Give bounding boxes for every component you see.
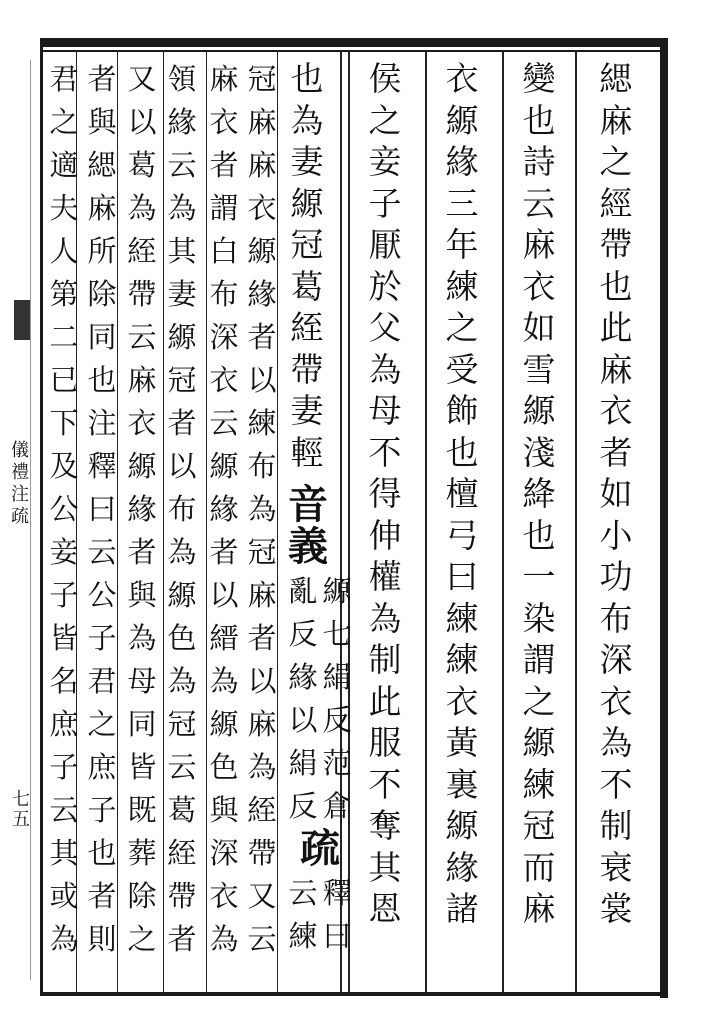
glyph: 之 bbox=[445, 308, 479, 347]
glyph: 庶 bbox=[87, 750, 117, 784]
glyph: 者 bbox=[127, 535, 157, 569]
commentary-column-5 bbox=[83, 58, 121, 961]
glyph: 緣 bbox=[288, 660, 318, 694]
glyph: 衣 bbox=[209, 879, 239, 913]
glyph: 縓 bbox=[322, 574, 352, 608]
glyph: 縓 bbox=[522, 391, 556, 430]
glyph: 小 bbox=[599, 515, 633, 555]
text-column-5-main bbox=[288, 58, 326, 473]
glyph: 父 bbox=[368, 308, 402, 347]
glyph: 倉 bbox=[322, 789, 352, 823]
glyph: 除 bbox=[87, 277, 117, 311]
glyph: 者 bbox=[87, 879, 117, 913]
glyph: 布 bbox=[247, 449, 277, 483]
glyph: 其 bbox=[167, 234, 197, 268]
glyph: 冠 bbox=[522, 806, 556, 845]
glyph: 縓 bbox=[209, 449, 239, 483]
glyph: 人 bbox=[49, 234, 79, 268]
glyph: 云 bbox=[209, 406, 239, 440]
glyph: 為 bbox=[599, 723, 633, 762]
glyph: 者 bbox=[87, 62, 117, 96]
glyph: 以 bbox=[247, 363, 277, 397]
glyph: 君 bbox=[49, 62, 79, 96]
glyph: 麻 bbox=[127, 363, 157, 397]
yinyi-marker bbox=[288, 481, 328, 570]
glyph: 皆 bbox=[49, 621, 79, 655]
glyph: 縉 bbox=[209, 621, 239, 655]
glyph: 又 bbox=[247, 879, 277, 913]
glyph: 如 bbox=[522, 308, 556, 347]
glyph: 云 bbox=[167, 750, 197, 784]
frame-top-border bbox=[40, 38, 668, 47]
glyph: 二 bbox=[49, 320, 79, 354]
column-rule bbox=[348, 50, 350, 992]
glyph: 絹 bbox=[288, 746, 318, 780]
glyph: 為 bbox=[167, 191, 197, 225]
glyph: 為 bbox=[127, 191, 157, 225]
glyph: 曰 bbox=[445, 557, 479, 596]
glyph: 曰 bbox=[87, 492, 117, 526]
glyph: 恩 bbox=[368, 889, 402, 928]
glyph: 染 bbox=[522, 598, 556, 638]
glyph: 緣 bbox=[127, 492, 157, 526]
glyph: 第 bbox=[49, 277, 79, 311]
text-column-1 bbox=[597, 58, 635, 930]
glyph: 不 bbox=[368, 764, 402, 804]
column-rule bbox=[575, 50, 577, 992]
annotation-column-5c bbox=[318, 872, 356, 958]
glyph: 之 bbox=[368, 100, 402, 140]
glyph: 疏 bbox=[300, 825, 340, 872]
glyph: 云 bbox=[87, 535, 117, 569]
glyph: 七 bbox=[322, 617, 352, 651]
glyph: 麻 bbox=[522, 225, 556, 264]
glyph: 深 bbox=[599, 640, 633, 679]
glyph: 以 bbox=[167, 449, 197, 483]
glyph: 緣 bbox=[445, 142, 479, 181]
edge-book-title bbox=[6, 440, 34, 528]
glyph: 縓 bbox=[209, 707, 239, 741]
glyph: 為 bbox=[167, 535, 197, 569]
glyph: 於 bbox=[368, 266, 402, 306]
glyph: 同 bbox=[87, 320, 117, 354]
glyph: 之 bbox=[522, 681, 556, 721]
glyph: 妾 bbox=[368, 142, 402, 181]
glyph: 其 bbox=[49, 836, 79, 870]
glyph: 諸 bbox=[445, 889, 479, 928]
glyph: 為 bbox=[167, 664, 197, 698]
glyph: 注 bbox=[11, 484, 29, 505]
glyph: 絹 bbox=[322, 660, 352, 694]
glyph: 云 bbox=[49, 793, 79, 827]
glyph: 深 bbox=[209, 836, 239, 870]
glyph: 謂 bbox=[209, 191, 239, 225]
glyph: 所 bbox=[87, 234, 117, 268]
glyph: 以 bbox=[209, 578, 239, 612]
glyph: 之 bbox=[87, 707, 117, 741]
glyph: 衣 bbox=[599, 391, 633, 430]
glyph: 麻 bbox=[247, 148, 277, 182]
glyph: 黃 bbox=[445, 723, 479, 762]
glyph: 母 bbox=[368, 391, 402, 430]
glyph: 縓 bbox=[522, 723, 556, 762]
glyph: 妻 bbox=[290, 391, 324, 430]
glyph: 者 bbox=[599, 432, 633, 472]
glyph: 下 bbox=[49, 406, 79, 440]
glyph: 禮 bbox=[11, 462, 29, 483]
glyph: 者 bbox=[167, 406, 197, 440]
glyph: 伸 bbox=[368, 515, 402, 555]
glyph: 變 bbox=[522, 59, 556, 98]
glyph: 與 bbox=[127, 578, 157, 612]
glyph: 帶 bbox=[247, 836, 277, 870]
glyph: 以 bbox=[247, 664, 277, 698]
glyph: 也 bbox=[599, 266, 633, 306]
glyph: 為 bbox=[247, 750, 277, 784]
glyph: 為 bbox=[49, 922, 79, 956]
shu-marker bbox=[300, 825, 340, 872]
glyph: 也 bbox=[522, 100, 556, 140]
glyph: 雪 bbox=[522, 349, 556, 389]
glyph: 反 bbox=[288, 617, 318, 651]
text-column-2 bbox=[520, 58, 558, 930]
glyph: 謂 bbox=[522, 640, 556, 679]
glyph: 妾 bbox=[49, 535, 79, 569]
glyph: 冠 bbox=[247, 62, 277, 96]
glyph: 年 bbox=[445, 225, 479, 264]
glyph: 侯 bbox=[368, 59, 402, 98]
glyph: 色 bbox=[209, 750, 239, 784]
glyph: 也 bbox=[445, 432, 479, 472]
glyph: 義 bbox=[288, 522, 328, 570]
column-rule bbox=[425, 50, 427, 992]
glyph: 弓 bbox=[445, 515, 479, 555]
glyph: 帶 bbox=[599, 225, 633, 264]
glyph: 以 bbox=[288, 703, 318, 737]
glyph: 絳 bbox=[522, 474, 556, 513]
glyph: 與 bbox=[209, 793, 239, 827]
glyph: 子 bbox=[87, 793, 117, 827]
glyph: 子 bbox=[368, 183, 402, 223]
glyph: 五 bbox=[12, 809, 30, 830]
annotation-column-5d bbox=[284, 872, 322, 958]
commentary-column-1 bbox=[243, 58, 281, 961]
glyph: 母 bbox=[127, 664, 157, 698]
glyph: 縓 bbox=[445, 100, 479, 140]
glyph: 之 bbox=[49, 105, 79, 139]
glyph: 之 bbox=[599, 142, 633, 181]
glyph: 適 bbox=[49, 148, 79, 182]
glyph: 權 bbox=[368, 557, 402, 596]
glyph: 者 bbox=[247, 320, 277, 354]
glyph: 云 bbox=[127, 320, 157, 354]
glyph: 葬 bbox=[127, 836, 157, 870]
glyph: 衣 bbox=[599, 681, 633, 721]
glyph: 功 bbox=[599, 557, 633, 596]
glyph: 縓 bbox=[290, 183, 324, 223]
glyph: 衣 bbox=[445, 59, 479, 98]
glyph: 之 bbox=[127, 922, 157, 956]
glyph: 不 bbox=[368, 432, 402, 472]
glyph: 縓 bbox=[247, 234, 277, 268]
glyph: 庶 bbox=[49, 707, 79, 741]
glyph: 夫 bbox=[49, 191, 79, 225]
glyph: 也 bbox=[87, 363, 117, 397]
glyph: 為 bbox=[368, 598, 402, 638]
glyph: 釋 bbox=[322, 876, 352, 910]
edge-fishtail-mark bbox=[14, 300, 30, 340]
glyph: 云 bbox=[247, 922, 277, 956]
glyph: 君 bbox=[87, 664, 117, 698]
glyph: 反 bbox=[322, 703, 352, 737]
glyph: 疏 bbox=[11, 506, 29, 527]
glyph: 為 bbox=[127, 621, 157, 655]
glyph: 妻 bbox=[290, 142, 324, 181]
glyph: 為 bbox=[209, 664, 239, 698]
glyph: 緣 bbox=[247, 277, 277, 311]
glyph: 帶 bbox=[290, 349, 324, 389]
glyph: 三 bbox=[445, 183, 479, 223]
glyph: 麻 bbox=[522, 889, 556, 928]
glyph: 也 bbox=[87, 836, 117, 870]
glyph: 與 bbox=[87, 105, 117, 139]
glyph: 衣 bbox=[209, 105, 239, 139]
glyph: 衣 bbox=[247, 191, 277, 225]
glyph: 帶 bbox=[167, 879, 197, 913]
glyph: 裳 bbox=[599, 889, 633, 928]
frame-top-inner-border bbox=[40, 50, 668, 52]
glyph: 緣 bbox=[445, 847, 479, 887]
edge-page-number bbox=[8, 790, 34, 830]
glyph: 深 bbox=[209, 320, 239, 354]
glyph: 云 bbox=[167, 148, 197, 182]
glyph: 為 bbox=[209, 922, 239, 956]
glyph: 縓 bbox=[167, 320, 197, 354]
glyph: 及 bbox=[49, 449, 79, 483]
glyph: 制 bbox=[368, 640, 402, 679]
glyph: 帶 bbox=[127, 277, 157, 311]
glyph: 受 bbox=[445, 349, 479, 389]
glyph: 縓 bbox=[127, 449, 157, 483]
glyph: 葛 bbox=[290, 266, 324, 306]
glyph: 范 bbox=[322, 746, 352, 780]
glyph: 衣 bbox=[522, 266, 556, 306]
glyph: 者 bbox=[167, 922, 197, 956]
glyph: 其 bbox=[368, 847, 402, 887]
glyph: 公 bbox=[87, 578, 117, 612]
glyph: 以 bbox=[127, 105, 157, 139]
commentary-column-4 bbox=[123, 58, 161, 961]
glyph: 練 bbox=[445, 598, 479, 638]
glyph: 練 bbox=[288, 919, 318, 953]
glyph: 布 bbox=[209, 277, 239, 311]
glyph: 也 bbox=[290, 59, 324, 98]
glyph: 麻 bbox=[599, 100, 633, 140]
glyph: 衣 bbox=[209, 363, 239, 397]
glyph: 同 bbox=[127, 707, 157, 741]
glyph: 者 bbox=[209, 148, 239, 182]
glyph: 裏 bbox=[445, 764, 479, 804]
glyph: 則 bbox=[87, 922, 117, 956]
glyph: 公 bbox=[49, 492, 79, 526]
glyph: 衣 bbox=[445, 681, 479, 721]
glyph: 云 bbox=[288, 876, 318, 910]
glyph: 麻 bbox=[209, 62, 239, 96]
glyph: 布 bbox=[599, 598, 633, 638]
glyph: 絰 bbox=[167, 836, 197, 870]
glyph: 為 bbox=[368, 349, 402, 389]
glyph: 曰 bbox=[322, 919, 352, 953]
glyph: 緦 bbox=[87, 148, 117, 182]
glyph: 葛 bbox=[127, 148, 157, 182]
glyph: 此 bbox=[599, 308, 633, 347]
glyph: 云 bbox=[522, 183, 556, 223]
glyph: 亂 bbox=[288, 574, 318, 608]
glyph: 不 bbox=[599, 764, 633, 804]
glyph: 奪 bbox=[368, 806, 402, 845]
glyph: 檀 bbox=[445, 474, 479, 513]
glyph: 已 bbox=[49, 363, 79, 397]
text-column-4 bbox=[366, 58, 404, 930]
glyph: 冠 bbox=[167, 363, 197, 397]
glyph: 淺 bbox=[522, 432, 556, 472]
glyph: 緦 bbox=[599, 59, 633, 98]
frame-bottom-border bbox=[40, 992, 668, 996]
glyph: 練 bbox=[445, 266, 479, 306]
glyph: 領 bbox=[167, 62, 197, 96]
glyph: 反 bbox=[288, 789, 318, 823]
glyph: 此 bbox=[368, 681, 402, 721]
glyph: 子 bbox=[49, 750, 79, 784]
glyph: 麻 bbox=[247, 707, 277, 741]
glyph: 者 bbox=[209, 535, 239, 569]
glyph: 詩 bbox=[522, 142, 556, 181]
glyph: 子 bbox=[87, 621, 117, 655]
column-rule bbox=[340, 50, 342, 992]
glyph: 冠 bbox=[290, 225, 324, 264]
glyph: 制 bbox=[599, 806, 633, 845]
glyph: 為 bbox=[290, 100, 324, 140]
glyph: 練 bbox=[522, 764, 556, 804]
glyph: 皆 bbox=[127, 750, 157, 784]
glyph: 衰 bbox=[599, 847, 633, 887]
glyph: 緣 bbox=[209, 492, 239, 526]
glyph: 麻 bbox=[247, 105, 277, 139]
glyph: 者 bbox=[247, 621, 277, 655]
frame-left-border bbox=[40, 38, 43, 996]
annotation-column-5b bbox=[284, 570, 322, 828]
glyph: 色 bbox=[167, 621, 197, 655]
glyph: 冠 bbox=[247, 535, 277, 569]
annotation-column-5a bbox=[318, 570, 356, 828]
glyph: 得 bbox=[368, 474, 402, 513]
glyph: 注 bbox=[87, 406, 117, 440]
glyph: 練 bbox=[445, 640, 479, 679]
glyph: 葛 bbox=[167, 793, 197, 827]
glyph: 白 bbox=[209, 234, 239, 268]
glyph: 練 bbox=[247, 406, 277, 440]
glyph: 而 bbox=[522, 847, 556, 887]
text-column-3 bbox=[443, 58, 481, 930]
glyph: 如 bbox=[599, 474, 633, 513]
glyph: 除 bbox=[127, 879, 157, 913]
glyph: 名 bbox=[49, 664, 79, 698]
commentary-column-2 bbox=[205, 58, 243, 961]
commentary-column-6 bbox=[45, 58, 83, 961]
glyph: 七 bbox=[12, 789, 30, 810]
glyph: 輕 bbox=[290, 432, 324, 472]
frame-right-border bbox=[660, 38, 668, 998]
glyph: 子 bbox=[49, 578, 79, 612]
glyph: 一 bbox=[522, 557, 556, 596]
glyph: 釋 bbox=[87, 449, 117, 483]
glyph: 布 bbox=[167, 492, 197, 526]
glyph: 又 bbox=[127, 62, 157, 96]
glyph: 縓 bbox=[445, 806, 479, 845]
glyph: 絰 bbox=[247, 793, 277, 827]
glyph: 麻 bbox=[87, 191, 117, 225]
glyph: 為 bbox=[247, 492, 277, 526]
glyph: 既 bbox=[127, 793, 157, 827]
glyph: 緣 bbox=[167, 105, 197, 139]
glyph: 厭 bbox=[368, 225, 402, 264]
glyph: 絰 bbox=[127, 234, 157, 268]
glyph: 儀 bbox=[11, 440, 29, 461]
glyph: 冠 bbox=[167, 707, 197, 741]
glyph: 絰 bbox=[290, 308, 324, 347]
glyph: 經 bbox=[599, 183, 633, 223]
glyph: 音 bbox=[288, 481, 328, 528]
glyph: 妻 bbox=[167, 277, 197, 311]
commentary-column-3 bbox=[163, 58, 201, 961]
glyph: 飾 bbox=[445, 391, 479, 430]
column-rule bbox=[502, 50, 504, 992]
glyph: 或 bbox=[49, 879, 79, 913]
glyph: 服 bbox=[368, 723, 402, 762]
glyph: 也 bbox=[522, 515, 556, 555]
glyph: 麻 bbox=[247, 578, 277, 612]
glyph: 縓 bbox=[167, 578, 197, 612]
glyph: 麻 bbox=[599, 349, 633, 389]
glyph: 衣 bbox=[127, 406, 157, 440]
